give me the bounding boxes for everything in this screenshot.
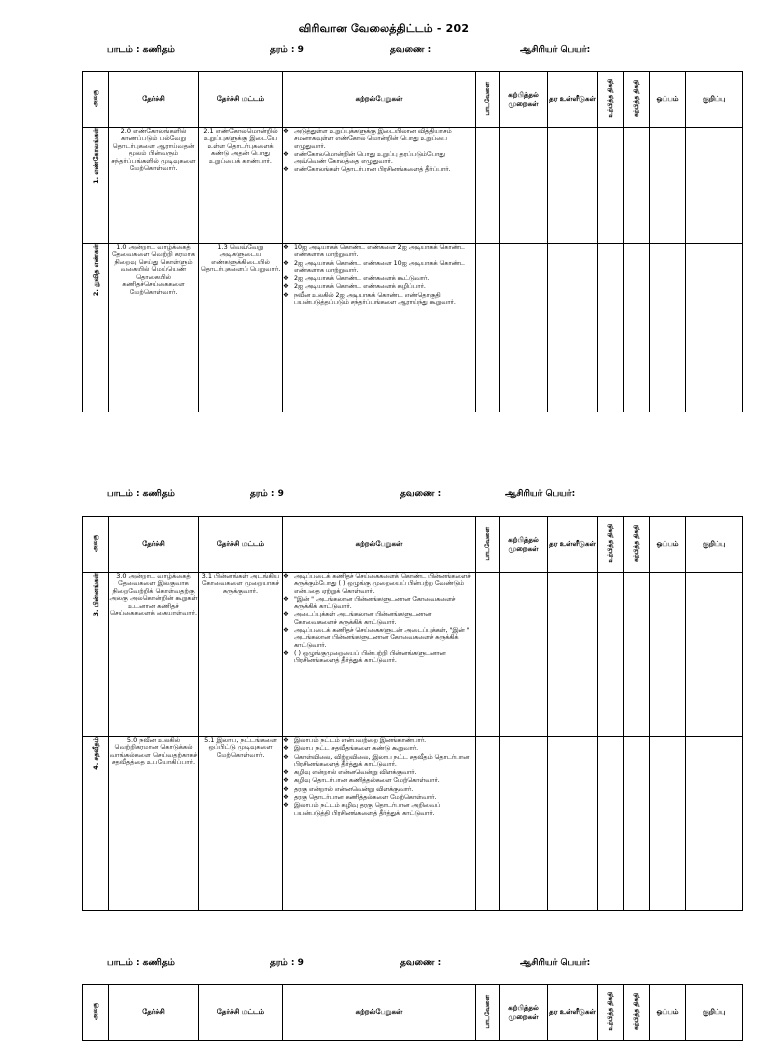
notes-cell [686, 244, 743, 416]
header-notes: குறிப்பு [686, 517, 743, 573]
unit-cell: 4. சதவீதம் [91, 737, 100, 770]
header-taught-date: கற்பித்த திகதி [633, 993, 640, 1030]
outcome-item: ❖ ( ) ஒழுங்குமுறையைப் பின்பற்றி பின்னங்களுடனான பிரசினங்களைத் தீர்த்துக் காட்டுவார். [283, 650, 475, 665]
outcome-item: ❖ கழிவு தொடர்பான கணித்தல்களை மேற்கொள்வார். [283, 777, 475, 784]
notes-cell [686, 573, 743, 737]
header-competency: தேர்ச்சி [109, 72, 199, 128]
quality-cell [548, 244, 598, 416]
competency-level-cell: 2.1 எண்கோலமொன்றில் உறுப்புகளுக்கு இடையே உள்ள தொடர்புகளைக் கண்டு அதன் பொது உறுப்பைக் காண்பார். [199, 128, 283, 244]
competency-cell: 1.0 அன்றாட வாழ்க்கைத் தேவைகளை வெற்றி கரமாக நிறைவு செய்து கொள்ளும் வகையில் மெய்யெண் தொகையில் கணிதச்செய்கைகளை மேற்கொள்வார். [109, 244, 199, 416]
header-taught-date: கற்பித்த திகதி [633, 80, 640, 117]
page-gap [0, 412, 768, 480]
table-row [83, 573, 743, 737]
outcome-item: ❖ கழிவு என்றால் என்னவென்று விளக்குவார். [283, 769, 475, 776]
subject-label: பாடம் : கணிதம் [107, 45, 175, 55]
subject-label: பாடம் : கணிதம் [107, 489, 175, 499]
outcomes-cell [283, 244, 476, 416]
outcome-item: ❖ எண்கோலமொன்றின் பொது உறுப்பு தரப்படும்போது அவ்வெண் கோலத்தை எழுதுவார். [283, 151, 475, 166]
header-signature: ஒப்பம் [650, 517, 686, 573]
subject-label: பாடம் : கணிதம் [107, 958, 175, 968]
header-start-date: உற்பித்த திகதி [607, 992, 614, 1031]
grade-label: தரம் : 9 [270, 45, 304, 55]
header-row [83, 517, 743, 573]
periods-cell [476, 128, 500, 244]
notes-cell [686, 128, 743, 244]
header-periods: பாடவேளை [484, 526, 491, 561]
grade-label: தரம் : 9 [250, 489, 284, 499]
plan-table-3 [82, 984, 743, 1041]
header-methods: கற்பித்தல் முறைகள் [500, 517, 548, 573]
outcomes-cell [283, 573, 476, 737]
header-notes: குறிப்பு [686, 72, 743, 128]
taught-date-cell [624, 128, 650, 244]
grade-label: தரம் : 9 [270, 958, 304, 968]
periods-cell [476, 244, 500, 416]
outcome-item: ❖ 2ஐ அடியாகக் கொண்ட எண்களைக் கழிப்பார். [283, 283, 475, 290]
meta-line-3 [0, 958, 768, 972]
methods-cell [500, 573, 548, 737]
header-unit: அலகு [92, 1003, 99, 1020]
header-outcomes: கற்றல்பேறுகள் [283, 517, 476, 573]
teacher-label: ஆசிரியர் பெயர்: [505, 489, 576, 499]
table-row [83, 737, 743, 911]
competency-cell: 3.0 அன்றாட வாழ்க்கைத் தேவைகளை இலகுவாக நிறைவேற்றிக் கொள்வதற்கு அலகு அலகொன்றின் கூறுகள் உடனான கணிதச் செய்கைகளைக் கையாள்வார். [109, 573, 199, 737]
header-competency: தேர்ச்சி [109, 985, 199, 1041]
header-outcomes: கற்றல்பேறுகள் [283, 72, 476, 128]
signature-cell [650, 737, 686, 911]
outcome-item: ❖ நவீன உலகில் 2ஐ அடியாகக் கொண்ட எண்தொகுதி பயன்படுத்தப்படும் சந்தர்ப்பங்களை ஆராய்ந்து கூறுவார். [283, 292, 475, 307]
outcome-item: ❖ கொள்விலை, விற்றவிலை, இலாப நட்ட சதவீதம் தொடர்பான பிரசினங்களைத் தீர்த்துக் காட்டுவார். [283, 754, 475, 769]
table-row [83, 244, 743, 416]
outcome-item: ❖ அடைப்புக்கள் அடங்கலான பின்னங்களுடனான கோவைகளைச் சுருக்கிக் காட்டுவார். [283, 611, 475, 626]
term-label: தவணை : [400, 489, 442, 499]
taught-date-cell [624, 737, 650, 911]
header-periods: பாடவேளை [484, 81, 491, 116]
competency-level-cell: 5.1 இலாப, நட்டங்களை ஒப்பிட்டு முடிவுகளை மேற்கொள்வார். [199, 737, 283, 911]
methods-cell [500, 244, 548, 416]
header-competency: தேர்ச்சி [109, 517, 199, 573]
header-periods: பாடவேளை [484, 994, 491, 1029]
outcomes-cell [283, 128, 476, 244]
outcome-item: ❖ தரகு என்றால் என்னவென்று விளக்குவார். [283, 786, 475, 793]
outcome-item: ❖ எண்கோலங்கள் தொடர்பான பிரசினங்களைத் தீர்ப்பார். [283, 166, 475, 173]
periods-cell [476, 737, 500, 911]
methods-cell [500, 128, 548, 244]
signature-cell [650, 128, 686, 244]
outcome-item: ❖ தரகு தொடர்பான கணித்தல்களை மேற்கொள்வார். [283, 794, 475, 801]
header-taught-date: கற்பித்த திகதி [633, 525, 640, 562]
header-start-date: உற்பித்த திகதி [607, 524, 614, 563]
header-outcomes: கற்றல்பேறுகள் [283, 985, 476, 1041]
outcome-item: ❖ அடிப்படைக் கணிதச் செய்கைகளைக் கொண்ட பின்னங்களைச் சுருக்கும்போது ( ) ஒழுங்கு முறையைப் பின்பற்ற வேண்டும் என்பதை ஏற்றுக் கொள்வார். [283, 573, 475, 595]
outcomes-cell [283, 737, 476, 911]
signature-cell [650, 244, 686, 416]
term-label: தவணை : [390, 45, 432, 55]
quality-cell [548, 573, 598, 737]
header-unit: அலகு [92, 535, 99, 552]
plan-table-1 [82, 71, 743, 416]
document-title: விரிவான வேலைத்திட்டம் - 202 [298, 22, 470, 35]
start-date-cell [598, 128, 624, 244]
header-row [83, 985, 743, 1041]
outcome-item: ❖ இலாபம் நட்டம் கழிவு தரகு தொடர்பான அறிவைப் பயன்படுத்தி பிரசினங்களைத் தீர்த்துக் காட்டுவார். [283, 802, 475, 817]
outcome-item: ❖ இலாபம் நட்டம் என்பவற்றை இனங்காண்பார். [283, 737, 475, 744]
header-signature: ஒப்பம் [650, 985, 686, 1041]
meta-line-2 [0, 489, 768, 503]
quality-cell [548, 737, 598, 911]
notes-cell [686, 737, 743, 911]
quality-cell [548, 128, 598, 244]
teacher-label: ஆசிரியர் பெயர்: [520, 45, 591, 55]
taught-date-cell [624, 244, 650, 416]
competency-cell: 5.0 நவீன உலகில் வெற்றிகரமான கொடுக்கல் வாங்கல்களை செய்வதற்காகச் சதவீதத்தை உபயோகிப்பார். [109, 737, 199, 911]
header-methods: கற்பித்தல் முறைகள் [500, 985, 548, 1041]
teacher-label: ஆசிரியர் பெயர்: [520, 958, 591, 968]
header-quality: தர உள்ளீடுகள் [548, 72, 598, 128]
methods-cell [500, 737, 548, 911]
unit-cell: 1. எண்கோலங்கள் [91, 128, 100, 184]
term-label: தவணை : [400, 958, 442, 968]
outcome-item: ❖ "இன் " அடங்கலான பின்னங்களுடனான கோவைகளைச் சுருக்கிக் காட்டுவார். [283, 596, 475, 611]
header-quality: தர உள்ளீடுகள் [548, 985, 598, 1041]
start-date-cell [598, 737, 624, 911]
header-start-date: உற்பித்த திகதி [607, 79, 614, 118]
outcome-item: ❖ 2ஐ அடியாகக் கொண்ட எண்களைக் கூட்டுவார். [283, 275, 475, 282]
header-signature: ஒப்பம் [650, 72, 686, 128]
header-row [83, 72, 743, 128]
outcome-item: ❖ அடிப்படைக் கணிதச் செய்கைகளுடன் அடைப்புக்கள், "இன் " அடங்கலான பின்னங்களுடனான கோவைகளைச் சுருக்கிக் காட்டுவார். [283, 627, 475, 649]
competency-level-cell: 1.3 வெவ்வேறு அடிகளுடைய எண்களுக்கிடையில் தொடர்புகளைப் பெறுவார். [199, 244, 283, 416]
outcome-item: ❖ 2ஐ அடியாகக் கொண்ட எண்களை 10ஐ அடியாகக் கொண்ட எண்களாக மாற்றுவார். [283, 260, 475, 275]
header-competency-level: தேர்ச்சி மட்டம் [199, 517, 283, 573]
unit-cell: 2. துவித எண்கள் [91, 244, 100, 297]
header-competency-level: தேர்ச்சி மட்டம் [199, 985, 283, 1041]
competency-cell: 2.0 எண்கோலங்களில் காணப்படும் பல்வேறு தொடர்புகளை ஆராய்வதன் மூலம் பின்வரும் சந்தர்ப்பங்களில் முடிவுகளை மேற்கொள்வார். [109, 128, 199, 244]
outcome-item: ❖ இலாப நட்ட சதவீதங்களை கண்டு கூறுவார். [283, 745, 475, 752]
start-date-cell [598, 244, 624, 416]
competency-level-cell: 3.1 பின்னங்கள் அடங்கிய கோவைகளை முறையாகச் சுருக்குவார். [199, 573, 283, 737]
taught-date-cell [624, 573, 650, 737]
unit-cell: 3. பின்னங்கள் [91, 573, 100, 617]
meta-line-1 [0, 45, 768, 59]
plan-table-2 [82, 516, 743, 911]
table-row [83, 128, 743, 244]
outcome-item: ❖ 10ஐ அடியாகக் கொண்ட எண்களை 2ஐ அடியாகக் கொண்ட எண்களாக மாற்றுவார். [283, 244, 475, 259]
periods-cell [476, 573, 500, 737]
header-quality: தர உள்ளீடுகள் [548, 517, 598, 573]
header-unit: அலகு [92, 90, 99, 107]
signature-cell [650, 573, 686, 737]
start-date-cell [598, 573, 624, 737]
header-methods: கற்பித்தல் முறைகள் [500, 72, 548, 128]
outcome-item: ❖ அடுத்துள்ள உறுப்புக்களுக்கு இடையிலான வித்தியாசம் சமனாகவுள்ள எண்கோல மொன்றின் பொது உறுப்பை எழுதுவார். [283, 128, 475, 150]
header-notes: குறிப்பு [686, 985, 743, 1041]
header-competency-level: தேர்ச்சி மட்டம் [199, 72, 283, 128]
